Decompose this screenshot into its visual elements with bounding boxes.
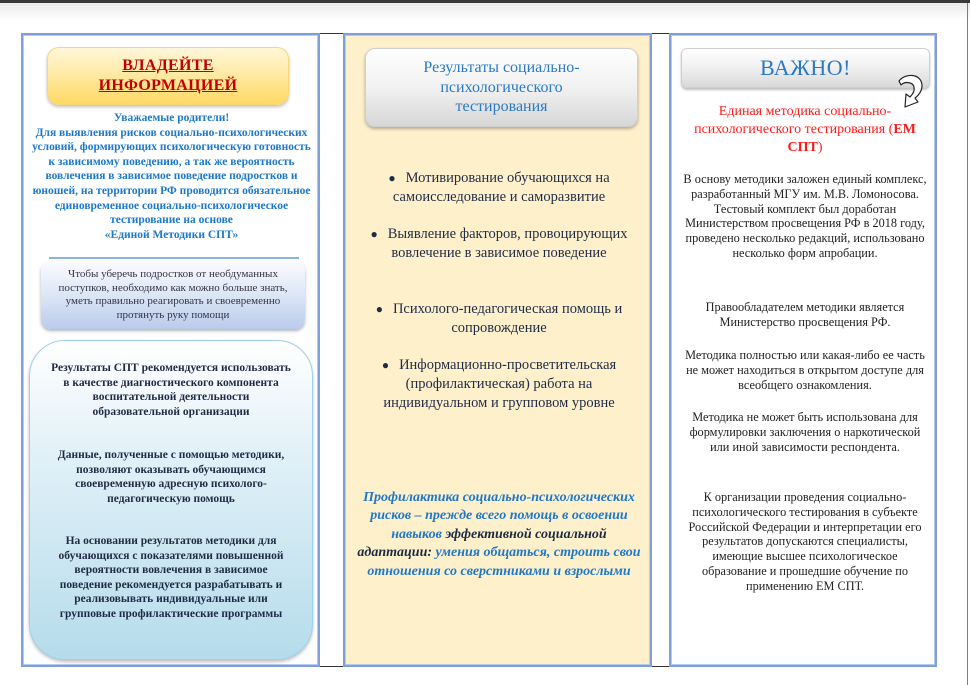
page-top-shadow: [0, 3, 970, 21]
bullet-text: Психолого-педагогическая помощь и сопровождение: [392, 301, 623, 336]
method-info-paragraph: Методика полностью или какая-либо ее часть не может находиться в открытом доступе для всеобщего ознакомления.: [685, 348, 925, 392]
important-banner: [681, 48, 930, 88]
important-title: ВАЖНО!: [760, 55, 851, 80]
fold-line-bottom-1: [320, 666, 343, 667]
protect-callout-text: Чтобы уберечь подростков от необдуманных поступков, необходимо как можно больше знать, уметь правильно реагировать и своевременно протянуть руку помощи: [58, 268, 288, 321]
test-results-banner: [365, 48, 638, 127]
bullet-icon: ●: [370, 227, 378, 241]
own-information-banner: [47, 47, 289, 105]
prevention-slogan: [355, 489, 643, 581]
bullet-item: [363, 300, 635, 338]
method-info-paragraph: В основу методики заложен единый комплекс, разработанный МГУ им. М.В. Ломоносова. Тестовый комплект был доработан Министерством просвещения РФ в 2018 году, проведено несколько редакций, использовано несколько форм апробации.: [683, 172, 927, 260]
method-info-paragraph: Правообладателем методики является Министерство просвещения РФ.: [705, 300, 905, 329]
bullet-item: [363, 225, 635, 263]
protect-callout: [41, 261, 305, 329]
parents-greeting: Уважаемые родители!: [113, 112, 230, 124]
method-info-paragraph: Методика не может быть использована для формулировки заключения о наркотической или иной зависимости респондента.: [689, 410, 921, 454]
slogan-highlight: эффективной социальной адаптации:: [357, 526, 607, 561]
middle-panel: [343, 33, 652, 667]
fold-line-top-1: [320, 33, 343, 34]
results-usage-paragraph: На основании результатов методики для обучающихся с показателями повышенной вероятности вовлечения в зависимое поведение рекомендуется разрабатывать и реализовывать индивидуальные или групповые профилактические программы: [58, 535, 284, 620]
method-info-paragraph: К организации проведения социально-психологического тестирования в субъекте Российской Федерации и интерпретации его результатов допускаются специалисты, имеющие высшее психологическое образование и прошедшие обучение по применению ЕМ СПТ.: [688, 490, 922, 593]
slogan-part-1: Профилактика социально-психологических рисков – прежде всего помощь в освоении навыков: [363, 490, 635, 542]
results-usage-paragraph: Данные, полученные с помощью методики, позволяют оказывать обучающимся своевременную адресную психолого-педагогическую помощь: [57, 449, 285, 505]
results-usage-paragraph: Результаты СПТ рекомендуется использовать в качестве диагностического компонента воспитательной деятельности образовательной организации: [51, 362, 291, 418]
unified-method-abbr: ЕМ СПТ: [787, 122, 916, 155]
unified-method-title-end: ): [817, 140, 823, 155]
parents-intro: [29, 111, 314, 242]
bullet-icon: ●: [375, 302, 383, 316]
bullet-text: Мотивирование обучающихся на самоисследование и саморазвитие: [392, 170, 610, 205]
page-right-edge: [967, 3, 968, 685]
test-results-title: Результаты социально- психологического тестирования: [423, 59, 580, 116]
unified-method-title-text: Единая методика социально-психологического тестирования (: [694, 104, 894, 137]
fold-line-top-2: [652, 33, 669, 34]
bullet-text: Выявление факторов, провоцирующих вовлечение в зависимое поведение: [387, 226, 628, 261]
own-information-title: ВЛАДЕЙТЕ ИНФОРМАЦИЕЙ: [98, 57, 238, 94]
intro-divider: [49, 257, 299, 259]
bullet-item: [363, 356, 635, 413]
bullet-icon: ●: [381, 358, 390, 372]
slogan-part-2: умения общаться, строить свои отношения со сверстниками и взрослыми: [367, 545, 641, 579]
bullet-text: Информационно-просветительская (профилактическая) работа на индивидуальном и групповом уровне: [383, 357, 617, 411]
fold-line-bottom-2: [652, 666, 669, 667]
left-panel: [21, 33, 320, 667]
results-usage-box: [29, 340, 313, 660]
bullet-icon: ●: [388, 171, 396, 185]
method-name: «Единой Методики СПТ»: [104, 228, 239, 241]
bullet-item: [363, 169, 635, 207]
parents-intro-text: Для выявления рисков социально-психологических условий, формирующих психологическую готовность к зависимому поведению, а так же вероятность вовлечения в зависимое поведение подростков и юношей, на территории РФ проводится обязательное единовременное социально-психологическое тестирование на основе: [32, 126, 311, 227]
right-panel: [669, 33, 937, 667]
unified-method-title: [677, 103, 933, 157]
